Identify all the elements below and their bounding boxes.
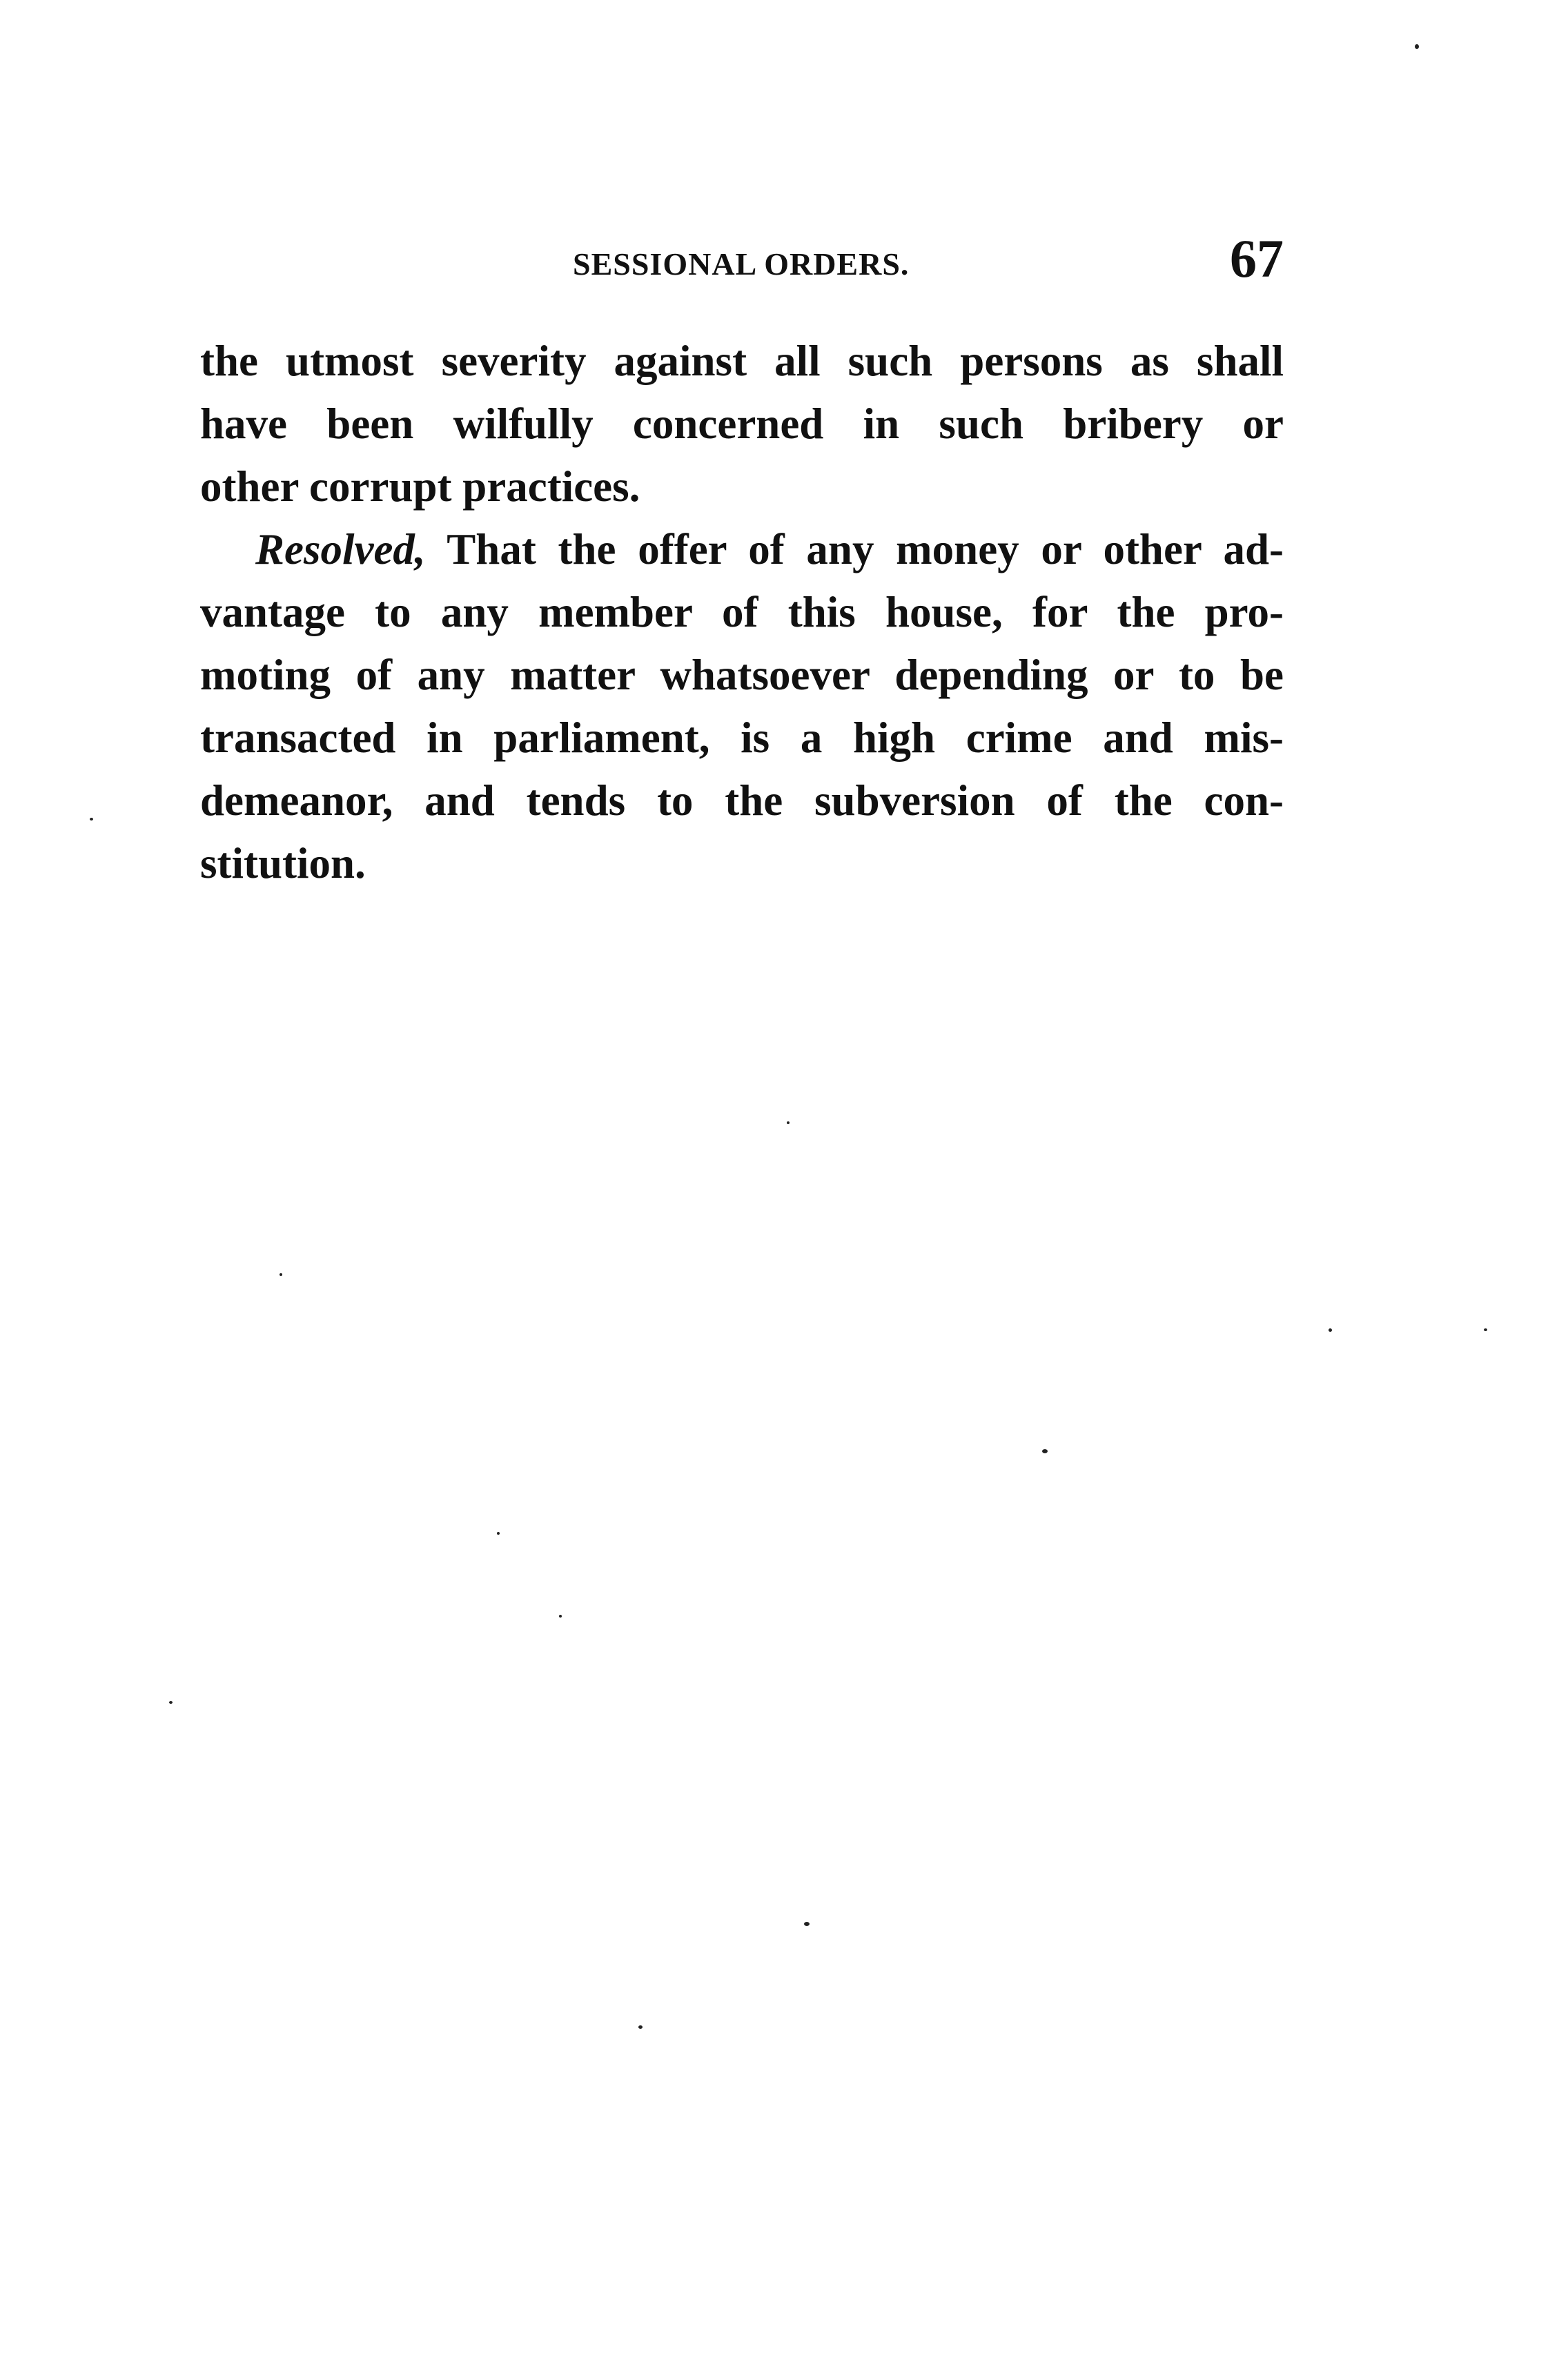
text-line: the utmost severity against all such persons as shall (200, 337, 1284, 385)
scan-speck (787, 1121, 790, 1124)
body-text (200, 330, 1284, 895)
scan-speck (169, 1701, 173, 1704)
text-line (200, 518, 1284, 581)
text-line: demeanor, and tends to the subversion of the con- (200, 776, 1284, 825)
resolved-lead-word: Resolved, (255, 525, 426, 573)
scan-speck (1484, 1328, 1487, 1331)
scan-speck (559, 1615, 562, 1618)
scan-speck (280, 1273, 282, 1276)
text-line: have been wilfully concerned in such bribery or (200, 400, 1284, 448)
scan-speck (804, 1922, 810, 1926)
scan-speck (1415, 44, 1419, 49)
text-line: moting of any matter whatsoever depending or to be (200, 651, 1284, 699)
text-line: other corrupt practices. (200, 462, 640, 511)
text-line: stitution. (200, 839, 366, 887)
text-line: vantage to any member of this house, for the pro- (200, 588, 1284, 636)
running-title: SESSIONAL ORDERS. (573, 246, 910, 282)
scan-speck (638, 2025, 643, 2029)
paragraph-continuation (200, 330, 1284, 518)
scan-speck (1329, 1328, 1332, 1332)
scan-speck (497, 1532, 500, 1535)
text-line-rest: That the offer of any money or other ad- (425, 525, 1284, 573)
running-head (200, 228, 1284, 290)
scan-speck (90, 818, 93, 821)
scan-speck (1042, 1449, 1048, 1453)
page-number: 67 (1230, 228, 1284, 288)
text-line: transacted in parliament, is a high crime and mis- (200, 714, 1284, 762)
paragraph-resolution (200, 518, 1284, 895)
